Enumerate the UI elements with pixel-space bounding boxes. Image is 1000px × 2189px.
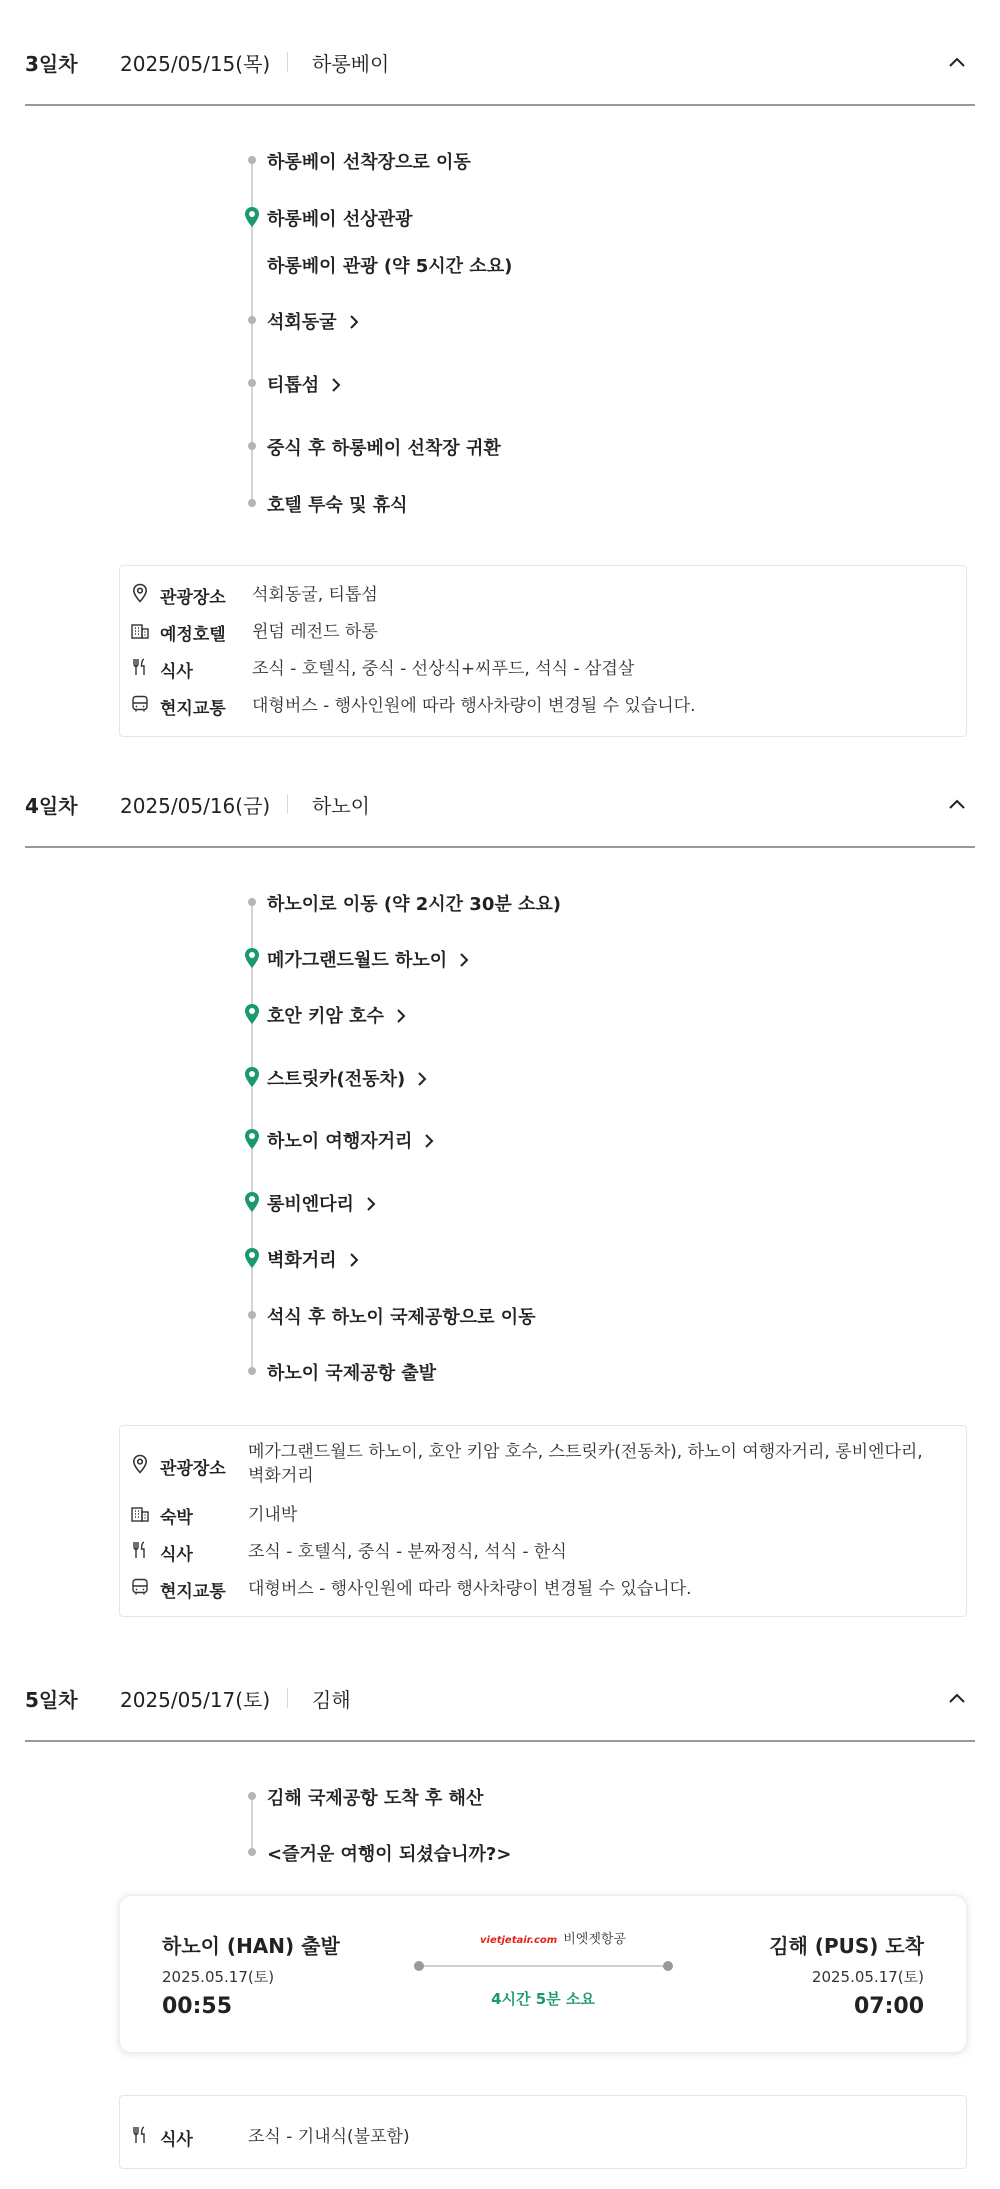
info-key: 숙박 (160, 1508, 193, 1528)
hotel-building-icon (130, 1503, 150, 1523)
timeline-item (244, 887, 1000, 917)
info-row-lodging (130, 1500, 960, 1530)
chevron-up-icon[interactable] (947, 1688, 967, 1708)
location-pin-icon (130, 1454, 150, 1474)
location-pin-icon (130, 583, 150, 603)
divider (287, 52, 288, 72)
chevron-right-icon (396, 1008, 406, 1024)
info-value: 조식 - 호텔식, 중식 - 분짜정식, 석식 - 한식 (248, 1542, 567, 1562)
timeline-item-label: 하노이로 이동 (약 2시간 30분 소요) (267, 894, 562, 915)
info-value: 메가그랜드월드 하노이, 호안 키암 호수, 스트릿카(전동차), 하노이 여행자거리, 롱비엔다리, 벽화거리 (248, 1442, 923, 1486)
fork-knife-icon (130, 2125, 150, 2145)
day-header[interactable] (25, 742, 975, 848)
day-label: 4일차 (25, 794, 78, 818)
info-key: 현지교통 (160, 1582, 226, 1602)
info-key: 현지교통 (160, 699, 226, 719)
day-info-box (119, 1425, 967, 1617)
hotel-building-icon (130, 620, 150, 640)
timeline-item-label: 하롱베이 선착장으로 이동 (267, 152, 471, 173)
day-info-box (119, 2095, 967, 2169)
departure-title: 하노이 (HAN) 출발 (162, 1934, 340, 1958)
timeline-item-sub: 하롱베이 관광 (약 5시간 소요) (267, 256, 513, 277)
info-value: 대형버스 - 행사인원에 따라 행사차량이 변경될 수 있습니다. (252, 696, 696, 716)
map-pin-icon (244, 1247, 260, 1269)
timeline-day-3 (244, 140, 1000, 520)
timeline-item[interactable] (244, 1243, 1000, 1273)
timeline-item-label: 벽화거리 (267, 1250, 337, 1271)
bus-icon (130, 694, 150, 714)
timeline-item-link[interactable] (267, 1065, 427, 1091)
timeline-item-label: <즐거운 여행이 되셨습니까?> (267, 1844, 512, 1865)
dot-marker (248, 1367, 256, 1375)
timeline-item[interactable] (244, 368, 1000, 398)
timeline-item-label: 중식 후 하롱베이 선착장 귀환 (267, 438, 501, 459)
timeline-day-4 (244, 882, 1000, 1382)
timeline-item-label: 메가그랜드월드 하노이 (267, 950, 448, 971)
map-pin-icon (244, 947, 260, 969)
timeline-item-label: 하노이 여행자거리 (267, 1131, 413, 1152)
info-row-meal (130, 654, 960, 684)
day-date: 2025/05/17(토) (120, 1688, 271, 1712)
timeline-item-label: 하노이 국제공항 출발 (267, 1363, 437, 1384)
timeline-item (244, 1781, 1000, 1811)
day-date: 2025/05/16(금) (120, 794, 271, 818)
info-key: 관광장소 (160, 588, 226, 608)
info-key: 예정호텔 (160, 625, 226, 645)
timeline-item-label: 석식 후 하노이 국제공항으로 이동 (267, 1307, 536, 1328)
timeline-item[interactable] (244, 305, 1000, 335)
dot-marker (248, 1311, 256, 1319)
timeline-item[interactable] (244, 1062, 1000, 1092)
day-section-4 (0, 742, 1000, 848)
chevron-right-icon (424, 1133, 434, 1149)
info-row-meal (130, 2122, 960, 2152)
departure-date: 2025.05.17(토) (162, 1968, 275, 1986)
timeline-item-link[interactable] (267, 308, 359, 334)
timeline-item-link[interactable] (267, 371, 341, 397)
chevron-right-icon (349, 314, 359, 330)
day-city: 하노이 (312, 794, 370, 818)
timeline-item (244, 488, 1000, 518)
timeline-item-link[interactable] (267, 1002, 406, 1028)
airline (480, 1928, 640, 1947)
chevron-right-icon (331, 377, 341, 393)
chevron-up-icon[interactable] (947, 794, 967, 814)
chevron-right-icon (459, 952, 469, 968)
flight-card (119, 1895, 967, 2053)
timeline-item (244, 1300, 1000, 1330)
info-row-sights (130, 580, 960, 610)
timeline-item[interactable] (244, 999, 1000, 1029)
arrival-time: 07:00 (853, 1994, 924, 2019)
day-section-5 (0, 1636, 1000, 1742)
day-header[interactable] (25, 0, 975, 106)
divider (287, 794, 288, 814)
day-city: 김해 (312, 1688, 351, 1712)
timeline-item-link[interactable] (267, 1246, 359, 1272)
info-row-transport (130, 691, 960, 721)
info-value: 조식 - 기내식(불포함) (248, 2127, 410, 2147)
bus-icon (130, 1577, 150, 1597)
timeline-item[interactable] (244, 1124, 1000, 1154)
timeline-item (244, 431, 1000, 461)
timeline-item (244, 1837, 1000, 1867)
dot-marker (248, 898, 256, 906)
info-row-transport (130, 1574, 960, 1604)
fork-knife-icon (130, 1540, 150, 1560)
info-key: 식사 (160, 1545, 193, 1565)
flight-route-line (418, 1965, 668, 1967)
day-section-3 (0, 0, 1000, 106)
dot-marker (248, 156, 256, 164)
day-date: 2025/05/15(목) (120, 52, 271, 76)
chevron-right-icon (417, 1071, 427, 1087)
info-row-hotel (130, 617, 960, 647)
timeline-item-link[interactable] (267, 1127, 434, 1153)
route-start-dot (414, 1961, 424, 1971)
map-pin-icon (244, 1066, 260, 1088)
timeline-item-label: 롱비엔다리 (267, 1194, 354, 1215)
arrival-date: 2025.05.17(토) (811, 1968, 924, 1986)
chevron-right-icon (366, 1196, 376, 1212)
map-pin-icon (244, 1003, 260, 1025)
day-label: 3일차 (25, 52, 78, 76)
day-label: 5일차 (25, 1688, 78, 1712)
day-city: 하롱베이 (312, 52, 390, 76)
info-key: 식사 (160, 662, 193, 682)
arrival-title: 김해 (PUS) 도착 (769, 1934, 924, 1958)
day-header[interactable] (25, 1636, 975, 1742)
timeline-item-label: 티톱섬 (267, 375, 320, 396)
info-row-meal (130, 1537, 960, 1567)
timeline-day-5 (244, 1776, 1000, 1865)
dot-marker (248, 316, 256, 324)
map-pin-icon (244, 206, 260, 228)
airline-name: 비엣젯항공 (563, 1932, 626, 1947)
timeline-item-label: 하롱베이 선상관광 (267, 209, 413, 230)
divider (287, 1688, 288, 1708)
dot-marker (248, 1792, 256, 1800)
info-value: 윈덤 레전드 하롱 (252, 622, 378, 642)
timeline-item-link[interactable] (267, 1190, 376, 1216)
departure-time: 00:55 (162, 1994, 233, 2019)
timeline-item-link[interactable] (267, 946, 469, 972)
fork-knife-icon (130, 657, 150, 677)
timeline-item-label: 스트릿카(전동차) (267, 1069, 406, 1090)
dot-marker (248, 1848, 256, 1856)
info-value: 석회동굴, 티톱섬 (252, 585, 378, 605)
dot-marker (248, 442, 256, 450)
timeline-item (244, 1356, 1000, 1386)
timeline-item-label: 석회동굴 (267, 312, 337, 333)
info-value: 기내박 (248, 1505, 298, 1525)
map-pin-icon (244, 1128, 260, 1150)
flight-duration: 4시간 5분 소요 (491, 1990, 595, 2008)
timeline-item (244, 145, 1000, 175)
day-info-box (119, 565, 967, 737)
chevron-right-icon (349, 1252, 359, 1268)
timeline-item (244, 202, 1000, 232)
timeline-item[interactable] (244, 1187, 1000, 1217)
timeline-item-label: 호안 키암 호수 (267, 1006, 384, 1027)
dot-marker (248, 499, 256, 507)
chevron-up-icon[interactable] (947, 52, 967, 72)
info-key: 식사 (160, 2130, 193, 2150)
airline-logo: vietjetair.com (480, 1935, 558, 1946)
timeline-item-label: 김해 국제공항 도착 후 해산 (267, 1788, 484, 1809)
info-value: 조식 - 호텔식, 중식 - 선상식+씨푸드, 석식 - 삼겹살 (252, 659, 635, 679)
info-value: 대형버스 - 행사인원에 따라 행사차량이 변경될 수 있습니다. (248, 1579, 692, 1599)
dot-marker (248, 379, 256, 387)
info-key: 관광장소 (160, 1459, 226, 1479)
map-pin-icon (244, 1191, 260, 1213)
route-end-dot (663, 1961, 673, 1971)
timeline-item[interactable] (244, 943, 1000, 973)
info-row-sights (130, 1440, 960, 1492)
timeline-item-label: 호텔 투숙 및 휴식 (267, 495, 408, 516)
